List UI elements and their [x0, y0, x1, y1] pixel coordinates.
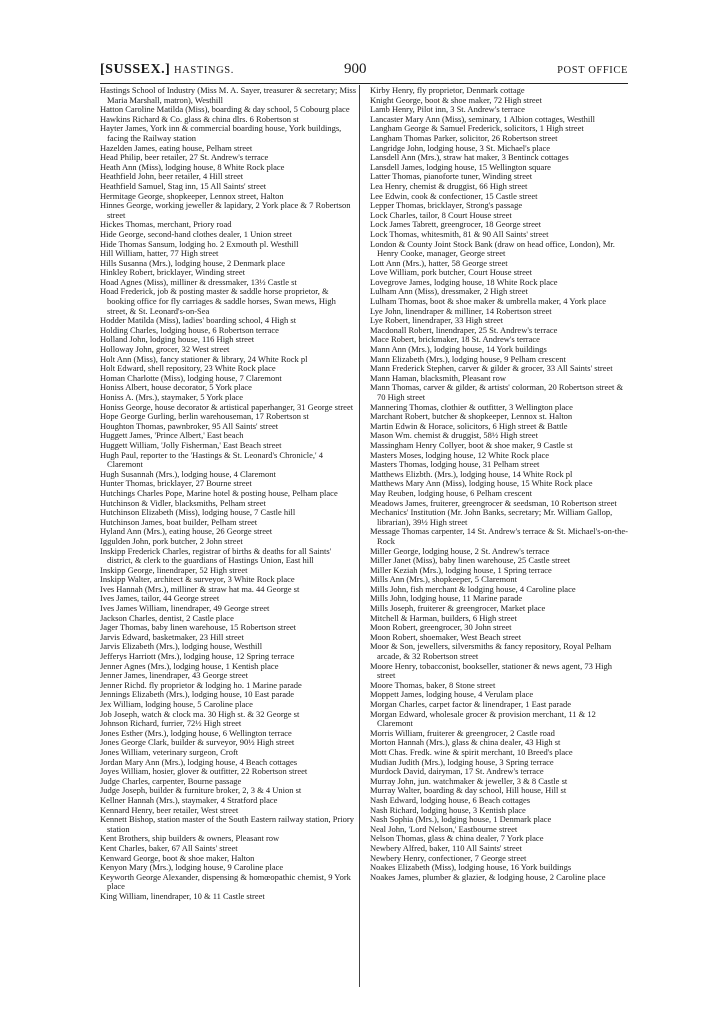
directory-entry: Honiss George, house decorator & artistical paperhanger, 31 George street: [100, 401, 354, 412]
directory-entry: Hugh Susannah (Mrs.), lodging house, 4 Claremont: [100, 468, 276, 479]
directory-entry: Nash Sophia (Mrs.), lodging house, 1 Denmark place: [370, 814, 552, 825]
directory-entry: Honiss Albert, house decorator, 5 York place: [100, 382, 252, 393]
directory-entry: Hutchings Charles Pope, Marine hotel & posting house, Pelham place: [100, 487, 338, 498]
directory-entry: Jefferys Harriott (Mrs.), lodging house, 12 Spring terrace: [100, 651, 295, 662]
directory-entry: Holland John, lodging house, 116 High street: [100, 334, 255, 345]
directory-entry: Newbery Henry, confectioner, 7 George street: [370, 852, 527, 863]
directory-entry: Mace Robert, brickmaker, 18 St. Andrew's terrace: [370, 334, 540, 345]
directory-entry: Mills Ann (Mrs.), shopkeeper, 5 Claremont: [370, 574, 517, 585]
directory-entry: Jenner Richd. fly proprietor & lodging ho. 1 Marine parade: [100, 679, 302, 690]
directory-entry: Moon Robert, shoemaker, West Beach street: [370, 631, 522, 642]
directory-entry: Moore Thomas, baker, 8 Stone street: [370, 679, 496, 690]
town-heading: HASTINGS.: [174, 65, 234, 76]
directory-entry: Homan Charlotte (Miss), lodging house, 7 Claremont: [100, 372, 282, 383]
directory-entry: Mannering Thomas, clothier & outfitter, 3 Wellington place: [370, 401, 573, 412]
directory-entry: Mann Frederick Stephen, carver & gilder & grocer, 33 All Saints' street: [370, 363, 613, 374]
directory-entry: Huggett William, 'Jolly Fisherman,' East Beach street: [100, 439, 282, 450]
directory-entry: Miller George, lodging house, 2 St. Andrew's terrace: [370, 545, 550, 556]
directory-entry: Jenner James, linendraper, 43 George street: [100, 670, 248, 681]
directory-entry: Jarvis Edward, basketmaker, 23 Hill street: [100, 631, 244, 642]
county-heading: [SUSSEX.]: [100, 62, 171, 77]
directory-entry: Holloway John, grocer, 32 West street: [100, 344, 230, 355]
directory-entry: Johnson Richard, furrier, 72½ High street: [100, 718, 242, 729]
directory-entry: Hunter Thomas, bricklayer, 27 Bourne street: [100, 478, 252, 489]
directory-entry: Matthews Elizbth. (Mrs.), lodging house, 14 White Rock pl: [370, 468, 573, 479]
directory-entry: Kellner Hannah (Mrs.), staymaker, 4 Stratford place: [100, 794, 278, 805]
directory-entry: Hastings School of Industry (Miss M. A. Sayer, treasurer & secretary; Miss Maria Marshall, matron), Westhill: [100, 85, 357, 105]
directory-entry: Hutchinson & Vidler, blacksmiths, Pelham street: [100, 497, 266, 508]
directory-entry: Neal John, 'Lord Nelson,' Eastbourne street: [370, 823, 518, 834]
directory-entry: Lock James Tabrett, greengrocer, 18 George street: [370, 219, 542, 230]
directory-entry: Masters Thomas, lodging house, 31 Pelham street: [370, 459, 540, 470]
directory-entry: Jager Thomas, baby linen warehouse, 15 Robertson street: [100, 622, 297, 633]
directory-entry: Hutchinson James, boat builder, Pelham street: [100, 516, 258, 527]
directory-entry: Matthews Mary Ann (Miss), lodging house, 15 White Rock place: [370, 478, 593, 489]
left-column: [100, 86, 358, 901]
directory-entry: Hoad Agnes (Miss), milliner & dressmaker, 13½ Castle st: [100, 276, 297, 287]
directory-entry: Heathfield John, beer retailer, 4 Hill street: [100, 171, 244, 182]
directory-entry: Jenner Agnes (Mrs.), lodging house, 1 Kentish place: [100, 660, 279, 671]
directory-entry: King William, linendraper, 10 & 11 Castle street: [100, 890, 265, 901]
directory-entry: Ives James, tailor, 44 George street: [100, 593, 220, 604]
directory-entry: Hope George Gurling, berlin warehouseman, 17 Robertson st: [100, 411, 309, 422]
directory-entry: Masters Moses, lodging house, 12 White Rock place: [370, 449, 550, 460]
directory-entry: Joyes William, hosier, glover & outfitter, 22 Robertson street: [100, 766, 308, 777]
directory-entry: Inskipp Walter, architect & surveyor, 3 White Rock place: [100, 574, 295, 585]
directory-entry: Hutchinson Elizabeth (Miss), lodging house, 7 Castle hill: [100, 507, 296, 518]
directory-entry: Mann Elizabeth (Mrs.), lodging house, 9 Pelham crescent: [370, 353, 566, 364]
directory-entry: Mechanics' Institution (Mr. John Banks, secretary; Mr. William Gallop, librarian), 39½ High street: [370, 507, 613, 527]
directory-entry: Ives Hannah (Mrs.), milliner & straw hat ma. 44 George st: [100, 583, 300, 594]
directory-entry: Marchant Robert, butcher & shopkeeper, Lennox st. Halton: [370, 411, 573, 422]
directory-entry: Morris William, fruiterer & greengrocer, 2 Castle road: [370, 727, 555, 738]
directory-entry: Moppett James, lodging house, 4 Verulam place: [370, 689, 534, 700]
directory-entry: Miller Keziah (Mrs.), lodging house, 1 Spring terrace: [370, 564, 552, 575]
directory-entry: May Reuben, lodging house, 6 Pelham crescent: [370, 487, 532, 498]
directory-entry: Mason Wm. chemist & druggist, 58½ High street: [370, 430, 538, 441]
directory-entry: Hide George, second-hand clothes dealer, 1 Union street: [100, 228, 292, 239]
directory-entry: Martin Edwin & Horace, solicitors, 6 High street & Battle: [370, 420, 568, 431]
directory-entry: Jarvis Elizabeth (Mrs.), lodging house, Westhill: [100, 641, 263, 652]
directory-entry: Hickes Thomas, merchant, Priory road: [100, 219, 232, 230]
directory-entry: Kennard Henry, beer retailer, West street: [100, 804, 239, 815]
directory-entry: Head Philip, beer retailer, 27 St. Andrew's terrace: [100, 152, 269, 163]
directory-entry: Message Thomas carpenter, 14 St. Andrew's terrace & St. Michael's-on-the-Rock: [370, 526, 628, 546]
page-number: 900: [344, 61, 367, 77]
directory-entry: Love William, pork butcher, Court House street: [370, 267, 533, 278]
directory-entry: Mann Thomas, carver & gilder, & artists' colorman, 20 Robertson street & 70 High street: [370, 382, 624, 402]
directory-entry: Macdonall Robert, linendraper, 25 St. Andrew's terrace: [370, 324, 558, 335]
page-header: [100, 62, 628, 82]
directory-entry: Kent Brothers, ship builders & owners, Pleasant row: [100, 833, 280, 844]
column-divider: [359, 85, 360, 987]
directory-entry: Jex William, lodging house, 5 Caroline place: [100, 699, 253, 709]
directory-entry: Kennett Bishop, station master of the South Eastern railway station, Priory station: [100, 814, 355, 834]
directory-entry: Hide Thomas Sansum, lodging ho. 2 Exmouth pl. Westhill: [100, 238, 299, 249]
directory-entry: Langham Thomas Parker, solicitor, 26 Robertson street: [370, 132, 558, 143]
header-rule: [100, 83, 628, 84]
directory-entry: Iggulden John, pork butcher, 2 John street: [100, 535, 243, 546]
directory-entry: Lancaster Mary Ann (Miss), seminary, 1 Albion cottages, Westhill: [370, 113, 595, 124]
directory-entry: Hill William, hatter, 77 High street: [100, 248, 219, 259]
directory-entry: Miller Janet (Miss), baby linen warehouse, 25 Castle street: [370, 555, 571, 566]
directory-entry: Mitchell & Harman, builders, 6 High street: [370, 612, 517, 623]
directory-entry: Langham George & Samuel Frederick, solicitors, 1 High street: [370, 123, 584, 134]
directory-entry: Hyland Ann (Mrs.), eating house, 26 George street: [100, 526, 273, 537]
directory-entry: Knight George, boot & shoe maker, 72 High street: [370, 94, 542, 105]
directory-entry: Lamb Henry, Pilot inn, 3 St. Andrew's terrace: [370, 104, 525, 115]
directory-entry: Lulham Ann (Miss), dressmaker, 2 High street: [370, 286, 528, 297]
directory-entry: Hinkley Robert, bricklayer, Winding street: [100, 267, 246, 278]
directory-entry: Nash Richard, lodging house, 3 Kentish place: [370, 804, 526, 815]
directory-entry: Hugh Paul, reporter to the 'Hastings & St. Leonard's Chronicle,' 4 Claremont: [100, 449, 323, 470]
directory-entry: Inskipp George, linendraper, 52 High street: [100, 564, 248, 575]
directory-entry: Mann Ann (Mrs.), lodging house, 14 York buildings: [370, 344, 547, 355]
directory-entry: Moor & Son, jewellers, silversmiths & fancy repository, Royal Pelham arcade, & 32 Robertson street: [370, 641, 612, 662]
directory-entry: Morgan Charles, carpet factor & linendraper, 1 East parade: [370, 699, 572, 709]
directory-entry: Latter Thomas, pianoforte tuner, Winding street: [370, 171, 533, 182]
directory-entry: Noakes Elizabeth (Miss), lodging house, 16 York buildings: [370, 862, 572, 873]
directory-entry: Lee Edwin, cook & confectioner, 15 Castle street: [370, 190, 538, 201]
directory-entry: Holt Ann (Miss), fancy stationer & library, 24 White Rock pl: [100, 353, 308, 364]
directory-entry: Hawkins Richard & Co. glass & china dlrs. 6 Robertson st: [100, 113, 299, 124]
directory-entry: Honiss A. (Mrs.), staymaker, 5 York place: [100, 392, 243, 402]
directory-entry: Houghton Thomas, pawnbroker, 95 All Saints' street: [100, 420, 279, 431]
directory-entry: Murray John, jun. watchmaker & jeweller, 3 & 8 Castle st: [370, 775, 568, 786]
directory-entry: Lansdell Ann (Mrs.), straw hat maker, 3 Bentinck cottages: [370, 152, 569, 163]
directory-entry: Holt Edward, shell repository, 23 White Rock place: [100, 363, 276, 374]
directory-entry: Heathfield Samuel, Stag inn, 15 All Saints' street: [100, 180, 267, 191]
directory-entry: Huggett James, 'Prince Albert,' East beach: [100, 430, 244, 441]
directory-entry: Murdock David, dairyman, 17 St. Andrew's terrace: [370, 766, 544, 777]
directory-entry: Kenyon Mary (Mrs.), lodging house, 9 Caroline place: [100, 862, 284, 873]
directory-entry: London & County Joint Stock Bank (draw on head office, London), Mr. Henry Cooke, manager, George street: [370, 238, 615, 259]
directory-entry: Kirby Henry, fly proprietor, Denmark cottage: [370, 85, 525, 95]
directory-entry: Moore Henry, tobacconist, bookseller, stationer & news agent, 73 High street: [370, 660, 613, 681]
directory-entry: Hayter James, York inn & commercial boarding house, York buildings, facing the Railway station: [100, 123, 342, 143]
publisher-heading: POST OFFICE: [557, 65, 628, 76]
directory-entry: Mills Joseph, fruiterer & greengrocer, Market place: [370, 603, 546, 614]
directory-entry: Meadows James, fruiterer, greengrocer & seedsman, 10 Robertson street: [370, 497, 617, 508]
directory-entry: Keyworth George Alexander, dispensing & homœopathic chemist, 9 York place: [100, 871, 351, 892]
directory-entry: Holding Charles, lodging house, 6 Robertson terrace: [100, 324, 279, 335]
directory-entry: Noakes James, plumber & glazier, & lodging house, 2 Caroline place: [370, 871, 606, 882]
directory-entry: Hazelden James, eating house, Pelham street: [100, 142, 253, 153]
directory-entry: Hoad Frederick, job & posting master & saddle horse proprietor, & booking office for fly carriages & saddle horses, Swan mews, High street, & St. Leonard's-on-Sea: [100, 286, 336, 316]
directory-entry: Hills Susanna (Mrs.), lodging house, 2 Denmark place: [100, 257, 286, 268]
directory-entry: Hinnes George, working jeweller & lapidary, 2 York place & 7 Robertson street: [100, 200, 351, 220]
directory-entry: Hermitage George, shopkeeper, Lennox street, Halton: [100, 190, 284, 201]
right-column: [370, 86, 628, 882]
directory-entry: Lott Ann (Mrs.), hatter, 58 George street: [370, 257, 508, 268]
directory-entry: Mills John, fish merchant & lodging house, 4 Caroline place: [370, 583, 576, 594]
directory-entry: Lock Thomas, whitesmith, 81 & 90 All Saints' street: [370, 228, 549, 239]
directory-entry: Massingham Henry Collyer, boot & shoe maker, 9 Castle st: [370, 439, 573, 450]
directory-entry: Kent Charles, baker, 67 All Saints' street: [100, 842, 238, 853]
directory-entry: Mills John, lodging house, 11 Marine parade: [370, 593, 523, 604]
directory-entry: Kenward George, boot & shoe maker, Halton: [100, 852, 255, 863]
directory-entry: Judge Joseph, builder & furniture broker, 2, 3 & 4 Union st: [100, 785, 302, 796]
directory-entry: Mott Chas. Fredk. wine & spirit merchant, 10 Breed's place: [370, 746, 573, 757]
directory-entry: Morton Hannah (Mrs.), glass & china dealer, 43 High st: [370, 737, 561, 748]
directory-entry: Murray Walter, boarding & day school, Hill house, Hill st: [370, 785, 567, 796]
directory-entry: Jordan Mary Ann (Mrs.), lodging house, 4 Beach cottages: [100, 756, 298, 767]
directory-entry: Heath Ann (Miss), lodging house, 8 White Rock place: [100, 161, 285, 172]
directory-entry: Ives James William, linendraper, 49 George street: [100, 603, 270, 614]
directory-entry: Inskipp Frederick Charles, registrar of births & deaths for all Saints' district, & clerk to the guardians of Hastings Union, East hill: [100, 545, 332, 566]
directory-entry: Jones William, veterinary surgeon, Croft: [100, 746, 239, 757]
directory-entry: Newbery Alfred, baker, 110 All Saints' street: [370, 842, 522, 853]
directory-entry: Lock Charles, tailor, 8 Court House street: [370, 209, 512, 220]
directory-entry: Jones George Clark, builder & surveyor, 90½ High street: [100, 737, 295, 748]
directory-entry: Lovegrove James, lodging house, 18 White Rock place: [370, 276, 558, 287]
directory-entry: Lea Henry, chemist & druggist, 66 High street: [370, 180, 528, 191]
directory-entry: Jones Esther (Mrs.), lodging house, 6 Wellington terrace: [100, 727, 292, 738]
directory-entry: Mudian Judith (Mrs.), lodging house, 3 Spring terrace: [370, 756, 554, 767]
directory-entry: Hodder Matilda (Miss), ladies' boarding school, 4 High st: [100, 315, 297, 326]
directory-entry: Morgan Edward, wholesale grocer & provision merchant, 11 & 12 Claremont: [370, 708, 596, 729]
directory-entry: Hatton Caroline Matilda (Miss), boarding & day school, 5 Cobourg place: [100, 104, 350, 115]
directory-entry: Nelson Thomas, glass & china dealer, 7 York place: [370, 833, 544, 844]
directory-entry: Jennings Elizabeth (Mrs.), lodging house, 10 East parade: [100, 689, 295, 700]
directory-entry: Jackson Charles, dentist, 2 Castle place: [100, 612, 234, 623]
directory-entry: Lulham Thomas, boot & shoe maker & umbrella maker, 4 York place: [370, 296, 607, 307]
directory-entry: Lye John, linendraper & milliner, 14 Robertson street: [370, 305, 552, 316]
directory-entry: Mann Haman, blacksmith, Pleasant row: [370, 372, 506, 383]
directory-entry: Nash Edward, lodging house, 6 Beach cottages: [370, 794, 531, 805]
directory-entry: Job Joseph, watch & clock ma. 30 High st. & 32 George st: [100, 708, 300, 719]
directory-entry: Lepper Thomas, bricklayer, Strong's passage: [370, 200, 523, 211]
directory-entry: Lye Robert, linendraper, 33 High street: [370, 315, 504, 326]
directory-entry: Moon Robert, greengrocer, 30 John street: [370, 622, 512, 633]
directory-entry: Judge Charles, carpenter, Bourne passage: [100, 775, 242, 786]
directory-entry: Langridge John, lodging house, 3 St. Michael's place: [370, 142, 550, 153]
directory-entry: Lansdell James, lodging house, 15 Wellington square: [370, 161, 551, 172]
